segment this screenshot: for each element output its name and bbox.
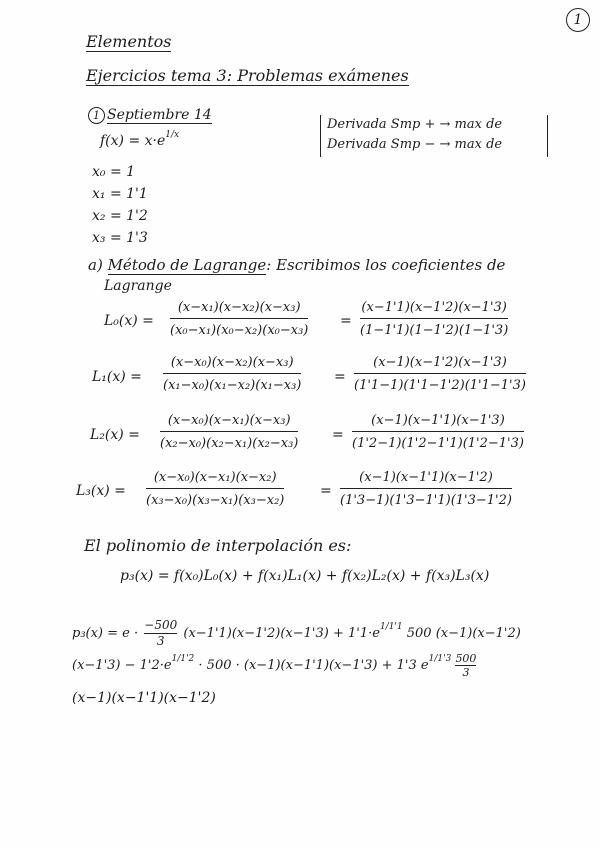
problem-heading [88,107,212,124]
equals-sign: = [332,427,344,443]
l1-fraction-numeric [354,354,526,394]
function-exponent: 1/x [165,130,180,140]
l2-denominator-numeric: (1'2−1)(1'2−1'1)(1'2−1'3) [352,436,524,451]
l3-denominator: (x₃−x₀)(x₃−x₁)(x₃−x₂) [146,493,285,508]
p3-line1-fraction [144,618,177,649]
page-title: Elementos [86,32,172,51]
l2-denominator: (x₂−x₀)(x₂−x₁)(x₂−x₃) [160,436,299,451]
page-number: 1 [566,8,590,32]
node-x2: x₂ = 1'2 [92,208,148,224]
l0-denominator: (x₀−x₁)(x₀−x₂)(x₀−x₃) [170,323,309,338]
l3-numerator-numeric: (x−1)(x−1'1)(x−1'2) [340,469,512,489]
p3-line1-frac-num: −500 [144,618,178,632]
l3-numerator: (x−x₀)(x−x₁)(x−x₂) [146,469,284,489]
l1-denominator-numeric: (1'1−1)(1'1−1'2)(1'1−1'3) [354,378,526,393]
l0-denominator-numeric: (1−1'1)(1−1'2)(1−1'3) [360,323,509,338]
l3-label: L₃(x) = [76,483,126,499]
method-name: Método de Lagrange [107,256,267,274]
function-definition [100,130,180,149]
l3-denominator-numeric: (1'3−1)(1'3−1'1)(1'3−1'2) [340,493,512,508]
l0-fraction-numeric [360,299,508,339]
l1-label: L₁(x) = [92,369,142,385]
equals-sign: = [334,369,346,385]
p3-definition: p₃(x) = f(x₀)L₀(x) + f(x₁)L₁(x) + f(x₂)L₂(x) + f(x₃)L₃(x) [120,568,490,584]
equals-sign: = [320,483,332,499]
p3-line2-fraction [455,652,476,679]
l2-fraction-symbolic [160,412,298,452]
p3-line1-middle: (x−1'1)(x−1'2)(x−1'3) + 1'1·e [183,626,380,641]
p3-line2-middle: · 500 · (x−1)(x−1'1)(x−1'3) + 1'3 e [198,658,429,673]
equals-sign: = [340,313,352,329]
p3-line1-start: p₃(x) = e · [72,626,139,641]
p3-line1-frac-den: 3 [156,634,165,648]
page-subtitle: Ejercicios tema 3: Problemas exámenes [86,66,409,85]
problem-number: 1 [88,107,105,124]
part-a-label: a) [88,256,103,274]
l0-fraction-symbolic [170,299,308,339]
problem-date: Septiembre 14 [107,107,212,123]
p3-line1-exponent: 1/1'1 [379,622,403,632]
p3-line1-end: 500 (x−1)(x−1'2) [406,626,521,641]
p3-line2-frac-num: 500 [455,652,477,665]
note-line-1: Derivada Smp + → max de [327,117,503,132]
p3-line2-exponent: 1/1'2 [171,654,195,664]
node-x0: x₀ = 1 [92,164,136,180]
l0-label: L₀(x) = [104,313,154,329]
p3-expanded-line-3: (x−1)(x−1'1)(x−1'2) [72,690,216,706]
l0-numerator: (x−x₁)(x−x₂)(x−x₃) [170,299,308,319]
l1-fraction-symbolic [163,354,301,394]
l1-numerator-numeric: (x−1)(x−1'2)(x−1'3) [354,354,526,374]
node-x1: x₁ = 1'1 [92,186,148,202]
node-x3: x₃ = 1'3 [92,230,148,246]
note-line-2: Derivada Smp − → max de [327,137,503,152]
p3-line2-frac-den: 3 [462,666,470,679]
p3-expanded-line-1 [72,618,521,649]
interpolation-text: El polinomio de interpolación es: [84,536,352,555]
l2-fraction-numeric [352,412,524,452]
l2-label: L₂(x) = [90,427,140,443]
part-a-line [88,256,505,274]
part-a-text-2: Lagrange [104,278,172,294]
p3-line2-start: (x−1'3) − 1'2·e [72,658,172,673]
l3-fraction-numeric [340,469,512,509]
function-text: f(x) = x·e [100,133,166,149]
p3-expanded-line-2 [72,652,476,679]
p3-line2-exponent-2: 1/1'3 [428,654,452,664]
l2-numerator: (x−x₀)(x−x₁)(x−x₃) [160,412,298,432]
part-a-text: : Escribimos los coeficientes de [266,256,506,274]
l3-fraction-symbolic [146,469,284,509]
derivative-note-box [320,115,548,157]
l1-denominator: (x₁−x₀)(x₁−x₂)(x₁−x₃) [163,378,302,393]
l2-numerator-numeric: (x−1)(x−1'1)(x−1'3) [352,412,524,432]
l0-numerator-numeric: (x−1'1)(x−1'2)(x−1'3) [360,299,508,319]
l1-numerator: (x−x₀)(x−x₂)(x−x₃) [163,354,301,374]
